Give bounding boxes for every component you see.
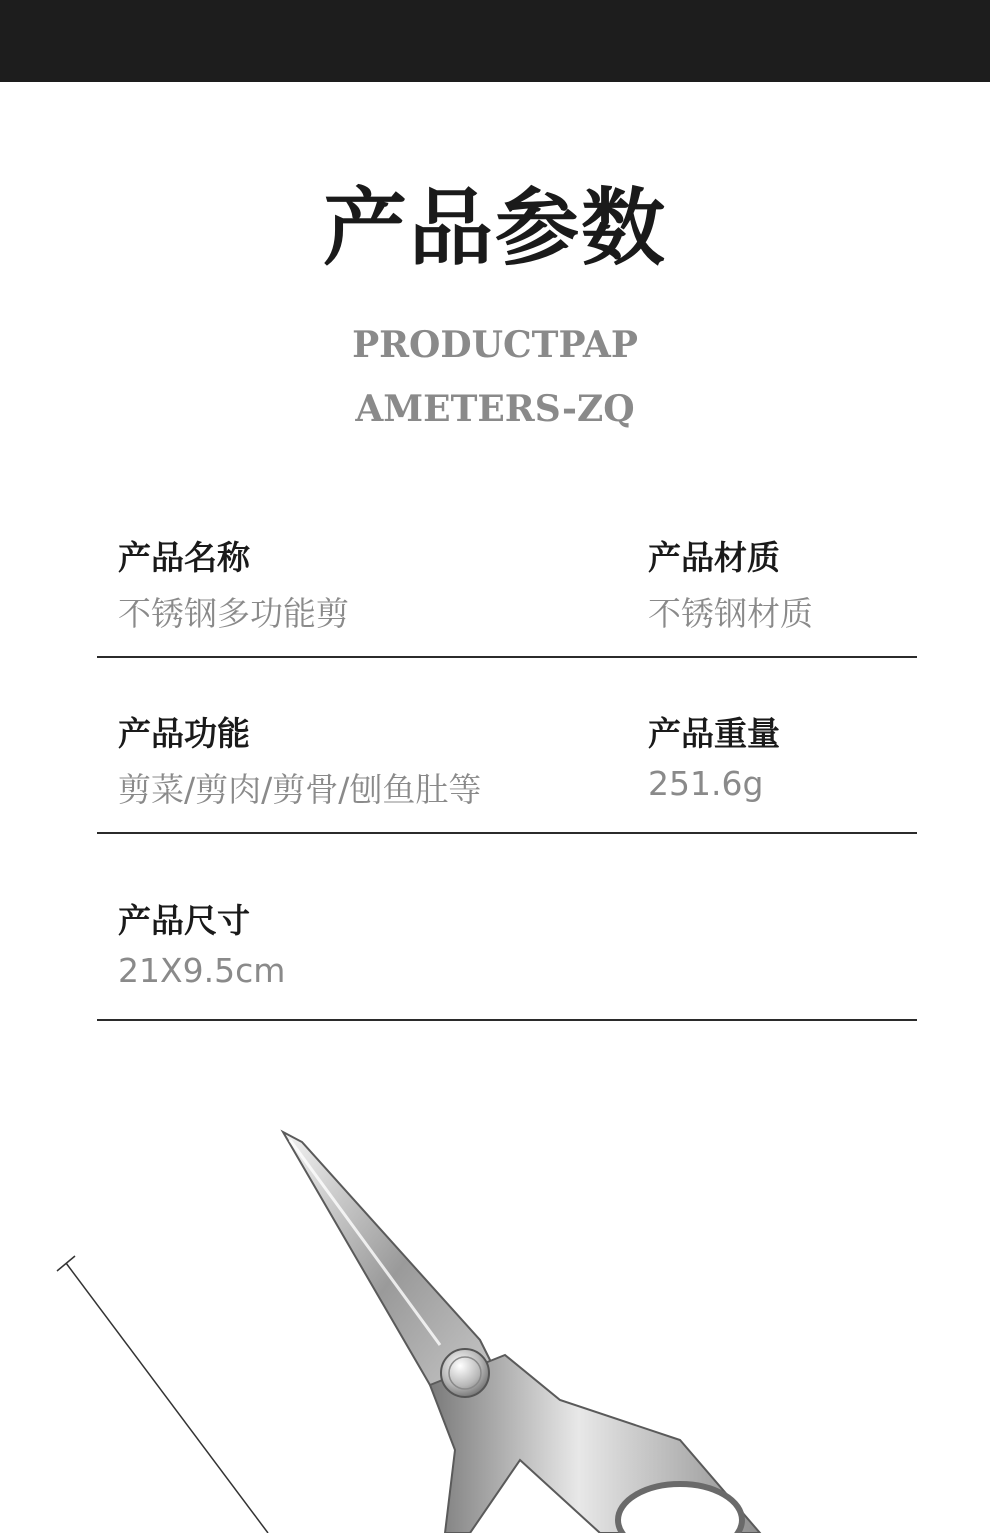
divider-2 bbox=[97, 832, 917, 834]
subtitle-line-2: AMETERS-ZQ bbox=[355, 388, 635, 430]
param-label-function: 产品功能 bbox=[118, 714, 250, 753]
param-label-material: 产品材质 bbox=[648, 538, 780, 577]
param-value-function: 剪菜/剪肉/剪骨/刨鱼肚等 bbox=[118, 770, 482, 809]
divider-3 bbox=[97, 1019, 917, 1021]
param-value-weight: 251.6g bbox=[648, 764, 764, 803]
dimension-tick bbox=[57, 1256, 75, 1271]
page-title: 产品参数 bbox=[322, 179, 667, 277]
param-label-weight: 产品重量 bbox=[648, 714, 780, 753]
param-value-size: 21X9.5cm bbox=[118, 951, 286, 990]
handle-loop bbox=[618, 1484, 742, 1533]
divider-1 bbox=[97, 656, 917, 658]
top-bar bbox=[0, 0, 990, 82]
param-label-size: 产品尺寸 bbox=[118, 901, 250, 940]
dimension-line bbox=[66, 1263, 268, 1533]
pivot-screw bbox=[441, 1349, 489, 1397]
scissors-image bbox=[0, 1040, 990, 1533]
param-value-name: 不锈钢多功能剪 bbox=[118, 594, 349, 633]
subtitle-line-1: PRODUCTPAP bbox=[352, 324, 638, 366]
blade-highlight bbox=[290, 1140, 440, 1345]
param-label-name: 产品名称 bbox=[118, 538, 250, 577]
param-value-material: 不锈钢材质 bbox=[648, 594, 813, 633]
